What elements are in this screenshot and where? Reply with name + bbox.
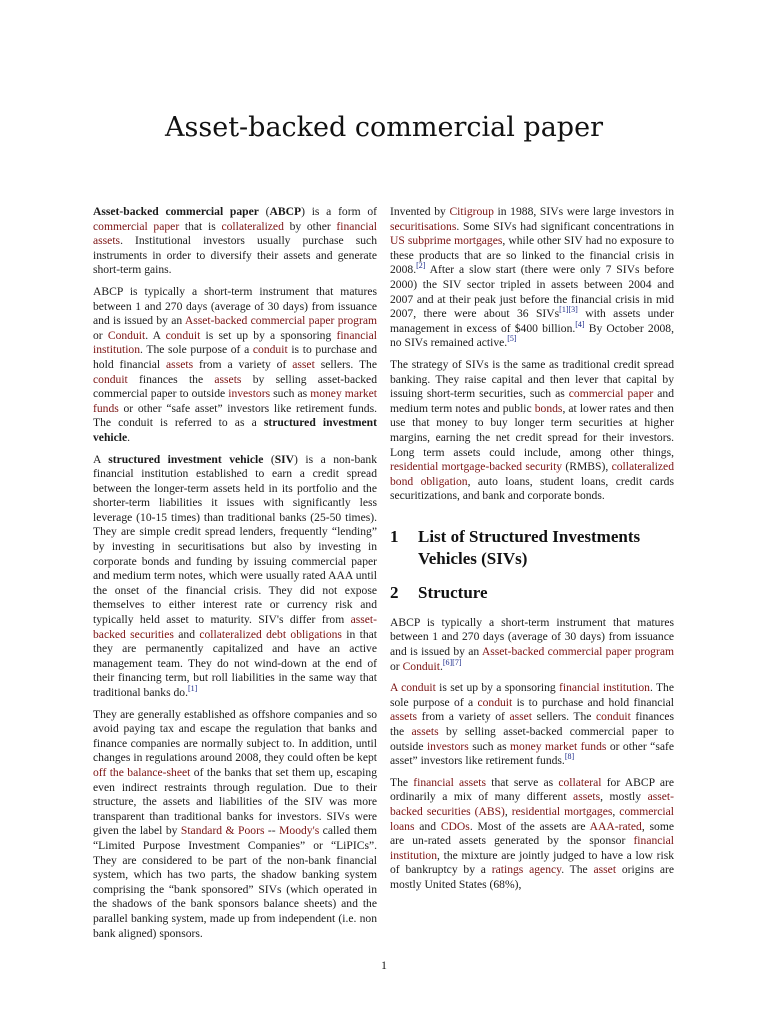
link-conduit[interactable]: Conduit bbox=[402, 659, 440, 673]
text: and bbox=[414, 819, 441, 833]
bold-abbr: ABCP bbox=[269, 205, 302, 218]
link-assets[interactable]: assets bbox=[166, 357, 194, 371]
text: such as bbox=[270, 387, 311, 401]
offshore-paragraph bbox=[93, 708, 377, 942]
text: . The sole purpose of a bbox=[140, 343, 253, 357]
link-commercial-paper[interactable]: commercial paper bbox=[93, 219, 180, 233]
footnote-ref bbox=[188, 684, 197, 693]
footnote-link[interactable]: [8] bbox=[564, 752, 575, 762]
link-commercial-loans[interactable]: commercial loans bbox=[390, 805, 675, 833]
text: or other “safe asset” investors like retirement funds. bbox=[390, 739, 674, 768]
footnote-ref bbox=[443, 658, 462, 667]
link-investors[interactable]: investors bbox=[228, 387, 271, 401]
text: that serve as bbox=[486, 775, 559, 789]
text: sellers. The bbox=[531, 710, 597, 724]
text: , bbox=[504, 805, 512, 818]
link-off-balance-sheet[interactable]: off the balance-sheet bbox=[93, 765, 191, 779]
text: After a slow start (there were only 7 SIVs before 2000) the SIV sector tripled in assets between 2004 and 2007 and at their peak just before the financial crisis in mid 2007, there were about 36 SIVs bbox=[390, 263, 674, 321]
bold-abbr: SIV bbox=[274, 452, 295, 466]
text: Invented by bbox=[390, 205, 450, 218]
link-aaa-rated[interactable]: AAA-rated bbox=[589, 819, 642, 833]
text: by selling asset-backed commercial paper to outside bbox=[93, 372, 377, 401]
section-heading bbox=[390, 526, 674, 570]
text: origins are mostly United States (68%), bbox=[390, 863, 675, 891]
link-commercial-paper[interactable]: commercial paper bbox=[568, 387, 654, 401]
link-conduit[interactable]: Conduit bbox=[107, 328, 146, 342]
text: The bbox=[390, 775, 414, 789]
text: . A bbox=[145, 328, 166, 342]
link-financial-institution[interactable]: financial institution bbox=[93, 328, 378, 357]
link-money-market-funds[interactable]: money market funds bbox=[93, 387, 377, 415]
text: from a variety of bbox=[193, 357, 293, 371]
text: . bbox=[439, 659, 443, 673]
text: or bbox=[390, 659, 403, 673]
text: for ABCP are ordinarily a mix of many different bbox=[390, 775, 674, 804]
text: called them “Limited Purpose Investment Companies” or “LiPICs”. They are considered to be part of the non-bank financial system, which has two parts, the shadow banking system comprising the “bank sponsored” SIVs (which operated in the shadows of the bank sponsors balance sheets) and the parallel banking system, made up from independent (i.e. non bank aligned) sponsors. bbox=[93, 824, 377, 940]
link-ratings-agency[interactable]: ratings agency bbox=[491, 863, 562, 877]
link-cdos[interactable]: CDOs bbox=[440, 819, 470, 833]
text: The strategy of SIVs is the same as traditional credit spread banking. They raise capital and then lever that capital by issuing short-term securities, such as bbox=[390, 357, 674, 401]
text: with assets under management in excess of $400 billion. bbox=[390, 307, 674, 335]
link-rmbs[interactable]: residential mortgage-backed security bbox=[390, 460, 563, 474]
footnote-link[interactable]: [2] bbox=[416, 261, 426, 271]
text: , auto loans, student loans, credit cards securitizations, and bank and corporate bonds. bbox=[390, 474, 674, 503]
left-column bbox=[93, 205, 377, 948]
link-us-subprime-mortgages[interactable]: US subprime mortgages bbox=[390, 234, 503, 248]
page-number: 1 bbox=[381, 960, 387, 972]
section-heading bbox=[390, 582, 674, 604]
section-title: Structure bbox=[418, 582, 488, 602]
link-conduit[interactable]: conduit bbox=[477, 695, 513, 709]
text: finances the bbox=[127, 372, 215, 386]
text: . The bbox=[561, 863, 594, 877]
link-residential-mortgages[interactable]: residential mortgages bbox=[511, 805, 613, 818]
link-abcp-program[interactable]: Asset-backed commercial paper program bbox=[184, 314, 377, 328]
link-bonds[interactable]: bonds bbox=[534, 401, 563, 415]
intro-paragraph: Asset-backed commercial paper (ABCP) is a form of commercial paper that is collateralized by other financial assets. Institutional investors usually purchase such instruments in order to diversify their assets and generate short-term gains. bbox=[93, 205, 378, 277]
link-collateralized[interactable]: collateralized bbox=[221, 219, 284, 233]
link-a-conduit[interactable]: A conduit bbox=[390, 681, 436, 695]
text: and bbox=[173, 627, 200, 641]
text: is to purchase and hold financial bbox=[93, 343, 377, 371]
link-conduit[interactable]: conduit bbox=[93, 372, 128, 386]
text: or other “safe asset” investors like retirement funds. The conduit is referred to as a bbox=[93, 401, 377, 430]
link-investors[interactable]: investors bbox=[426, 739, 469, 753]
bold-term: structured investment vehicle bbox=[108, 452, 264, 466]
link-securitisations[interactable]: securitisations bbox=[390, 219, 457, 233]
link-financial-assets[interactable]: financial assets bbox=[93, 219, 377, 248]
text: is set up by a sponsoring bbox=[200, 328, 337, 342]
footnote-ref bbox=[575, 320, 584, 329]
text: -- bbox=[264, 824, 280, 838]
text: in that they are permanently capitalized and have an active management team. They do not wind-down at the end of their financing term, but roll liabilities in the same way that traditional banks do. bbox=[93, 627, 377, 699]
text: , some are un-rated assets generated by the sponsor bbox=[390, 819, 674, 848]
footnote-link[interactable]: [4] bbox=[575, 319, 585, 329]
footnote-link[interactable]: [1] bbox=[559, 305, 569, 315]
link-abs[interactable]: asset-backed securities (ABS) bbox=[390, 790, 674, 818]
link-moodys[interactable]: Moody's bbox=[279, 824, 320, 838]
link-conduit[interactable]: conduit bbox=[252, 343, 288, 357]
text: . Most of the assets are bbox=[469, 819, 590, 833]
document-title: Asset-backed commercial paper bbox=[165, 112, 603, 143]
text: By October 2008, no SIVs remained active. bbox=[390, 321, 674, 350]
footnote-ref bbox=[565, 752, 574, 761]
text: . bbox=[127, 430, 131, 444]
strategy-paragraph bbox=[390, 358, 674, 504]
link-conduit[interactable]: conduit bbox=[596, 710, 631, 724]
text: finances the bbox=[390, 710, 675, 739]
text: (RMBS), bbox=[562, 460, 612, 474]
text: , while other SIV had no exposure to these products that are so linked to the financial crisis in 2008. bbox=[390, 234, 674, 277]
text: , mostly bbox=[600, 790, 648, 804]
text: is a form of bbox=[304, 205, 378, 218]
right-column bbox=[390, 205, 674, 900]
link-collateral[interactable]: collateral bbox=[558, 775, 602, 789]
link-conduit[interactable]: conduit bbox=[165, 328, 201, 342]
text: , at lower rates and then use that money to buy longer term securities at higher margins, earning the net credit spread for their investors. Long term assets could include, among other things, bbox=[390, 401, 674, 459]
history-paragraph bbox=[390, 205, 674, 351]
link-assets[interactable]: assets bbox=[411, 725, 439, 739]
text: is set up by a sponsoring bbox=[435, 681, 560, 695]
text: ABCP is typically a short-term instrument that matures between 1 and 270 days (average of 30 days) from issuance and is issued by an bbox=[390, 615, 674, 659]
footnote-link[interactable]: [5] bbox=[507, 334, 517, 344]
text: . Some SIVs had significant concentrations in bbox=[456, 219, 674, 233]
link-money-market-funds[interactable]: money market funds bbox=[510, 739, 607, 753]
link-collateralized-debt-obligations[interactable]: collateralized debt obligations bbox=[199, 627, 342, 641]
text: sellers. The bbox=[314, 357, 377, 371]
text: or bbox=[93, 328, 108, 342]
link-asset[interactable]: asset bbox=[593, 863, 617, 877]
text: of the banks that set them up, escaping even indirect restraints through regulation. Due to their structure, the assets and liabilities of the SIV was more transparent than traditional banks for investors. SIVs were given the label by bbox=[93, 765, 377, 838]
structure-paragraph bbox=[390, 616, 674, 674]
link-asset-backed-securities[interactable]: asset-backed securities bbox=[93, 613, 377, 641]
text: , the mixture are jointly judged to have a low risk of bankruptcy by a bbox=[390, 848, 674, 877]
abcp-paragraph bbox=[93, 285, 377, 446]
text: is a non-bank financial institution established to earn a credit spread between the longer-term assets held in its portfolio and the shorter-term liabilities it issues with significantly less leverage (10-15 times) than traditional banks (25-50 times). They are simple credit spread lenders, frequently “lending” by investing in securitisations but also by investing in corporate bonds and funding by issuing commercial paper and medium term notes, which were usually rated AAA until the onset of the financial crisis. They did not expose themselves to either interest rate or currency risk and typically held asset to maturity. SIV's differ from bbox=[93, 452, 377, 627]
text: by selling asset-backed commercial paper to outside bbox=[390, 725, 675, 753]
link-assets[interactable]: assets bbox=[390, 710, 418, 724]
link-asset[interactable]: asset bbox=[509, 710, 532, 724]
assets-paragraph bbox=[390, 776, 674, 893]
text: that is bbox=[179, 219, 222, 233]
text: and medium term notes and public bbox=[390, 387, 675, 415]
link-abcp-program[interactable]: Asset-backed commercial paper program bbox=[481, 645, 674, 659]
text: They are generally established as offshore companies and so avoid paying tax and escape the regulation that banks and finance companies are normally subject to. In addition, until changes in regulations around 2008, they could often be kept bbox=[93, 707, 377, 765]
text: from a variety of bbox=[417, 710, 510, 724]
text: in 1988, SIVs were large investors in bbox=[493, 205, 674, 218]
text: such as bbox=[468, 739, 511, 753]
link-financial-institution[interactable]: financial institution bbox=[559, 681, 650, 695]
link-standard-poors[interactable]: Standard & Poors bbox=[180, 824, 265, 838]
footnote-link[interactable]: [6] bbox=[442, 657, 453, 667]
footnote-link[interactable]: [3] bbox=[568, 305, 578, 315]
footnote-ref bbox=[559, 305, 578, 314]
footnote-link[interactable]: [7] bbox=[452, 657, 462, 667]
section-title: List of Structured Investments Vehicles (SIVs) bbox=[418, 526, 641, 568]
link-collateralized-bond-obligation[interactable]: collateralized bond obligation bbox=[390, 460, 674, 488]
link-assets[interactable]: assets bbox=[573, 790, 601, 804]
text: by other bbox=[283, 219, 337, 233]
conduit-paragraph bbox=[390, 681, 674, 769]
section-number: 2 bbox=[390, 582, 399, 602]
link-citigroup[interactable]: Citigroup bbox=[449, 205, 494, 218]
section-number: 1 bbox=[390, 526, 399, 546]
text: A bbox=[93, 452, 109, 466]
footnote-link[interactable]: [1] bbox=[188, 684, 198, 694]
link-financial-assets[interactable]: financial assets bbox=[413, 775, 487, 789]
text: . Institutional investors usually purchase such instruments in order to diversify their assets and generate short-term gains. bbox=[93, 234, 377, 277]
text: . The sole purpose of a bbox=[390, 681, 674, 709]
bold-term: structured investment vehicle bbox=[93, 416, 377, 444]
siv-paragraph: A structured investment vehicle (SIV) is a non-bank financial institution established to earn a credit spread between the longer-term assets held in its portfolio and the shorter-term liabilities it issues with significantly less leverage (10-15 times) than traditional banks (25-50 times). They are simple credit spread lenders, frequently “lending” by investing in securitisations but also by investing in corporate bonds and funding by issuing commercial paper and medium term notes, which were usually rated AAA until the onset of the financial crisis. They did not expose themselves to either interest rate or currency risk and typically held asset to maturity. SIV's differ from asset-backed securities and collateralized debt obligations in that they are permanently capitalized and have an active management team. They do not wind-down at the end of their financing term, but roll liabilities in the same way that traditional banks do.[1] bbox=[93, 452, 377, 699]
text: ABCP is typically a short-term instrument that matures between 1 and 270 days (average of 30 days) from issuance and is issued by an bbox=[93, 284, 377, 328]
text: , bbox=[612, 805, 620, 818]
link-financial-institution[interactable]: financial institution bbox=[390, 834, 674, 862]
bold-term: Asset-backed commercial paper bbox=[93, 205, 259, 218]
link-assets[interactable]: assets bbox=[214, 372, 242, 386]
text: is to purchase and hold financial bbox=[512, 695, 675, 709]
footnote-ref bbox=[507, 334, 516, 343]
link-asset[interactable]: asset bbox=[292, 357, 315, 371]
